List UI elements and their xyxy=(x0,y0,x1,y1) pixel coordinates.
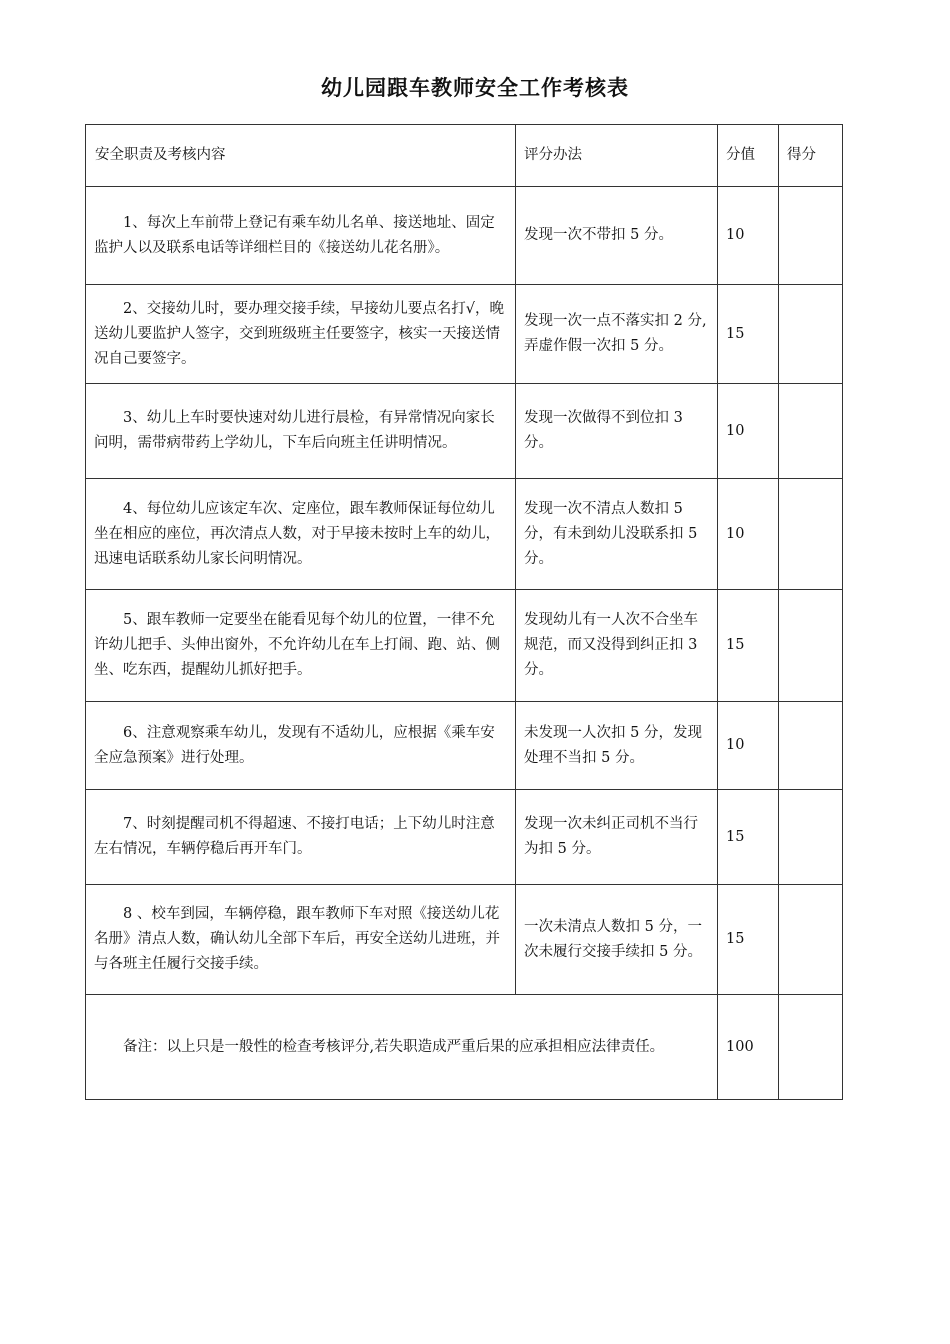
row-point-value: 15 xyxy=(718,790,779,885)
total-value: 100 xyxy=(718,995,779,1100)
header-method: 评分办法 xyxy=(516,125,718,187)
assessment-table xyxy=(85,124,843,1100)
row-point-value: 10 xyxy=(718,702,779,790)
row-content: 8 、校车到园，车辆停稳，跟车教师下车对照《接送幼儿花名册》清点人数，确认幼儿全部下车后，再安全送幼儿进班，并与各班主任履行交接手续。 xyxy=(86,885,516,995)
row-score-cell[interactable] xyxy=(779,384,843,479)
table-row xyxy=(86,790,843,885)
row-scoring-method: 发现一次一点不落实扣 2 分,弄虚作假一次扣 5 分。 xyxy=(516,285,718,384)
table-row xyxy=(86,285,843,384)
row-point-value: 10 xyxy=(718,187,779,285)
table-row xyxy=(86,702,843,790)
header-row xyxy=(86,125,843,187)
row-content: 4、每位幼儿应该定车次、定座位，跟车教师保证每位幼儿坐在相应的座位，再次清点人数，对于早接未按时上车的幼儿，迅速电话联系幼儿家长问明情况。 xyxy=(86,479,516,590)
document-title: 幼儿园跟车教师安全工作考核表 xyxy=(321,76,629,100)
row-scoring-method: 未发现一人次扣 5 分，发现处理不当扣 5 分。 xyxy=(516,702,718,790)
table-row xyxy=(86,479,843,590)
row-content: 6、注意观察乘车幼儿，发现有不适幼儿，应根据《乘车安全应急预案》进行处理。 xyxy=(86,702,516,790)
row-scoring-method: 一次未清点人数扣 5 分，一次未履行交接手续扣 5 分。 xyxy=(516,885,718,995)
row-scoring-method: 发现一次做得不到位扣 3 分。 xyxy=(516,384,718,479)
footer-row xyxy=(86,995,843,1100)
header-score: 得分 xyxy=(779,125,843,187)
table-row xyxy=(86,187,843,285)
row-content: 5、跟车教师一定要坐在能看见每个幼儿的位置，一律不允许幼儿把手、头伸出窗外，不允许幼儿在车上打闹、跑、站、侧坐、吃东西，提醒幼儿抓好把手。 xyxy=(86,590,516,702)
row-point-value: 10 xyxy=(718,384,779,479)
row-point-value: 15 xyxy=(718,285,779,384)
row-scoring-method: 发现一次不清点人数扣 5 分，有未到幼儿没联系扣 5 分。 xyxy=(516,479,718,590)
row-point-value: 10 xyxy=(718,479,779,590)
row-score-cell[interactable] xyxy=(779,590,843,702)
header-content: 安全职责及考核内容 xyxy=(86,125,516,187)
row-scoring-method: 发现幼儿有一人次不合坐车规范，而又没得到纠正扣 3 分。 xyxy=(516,590,718,702)
row-scoring-method: 发现一次未纠正司机不当行为扣 5 分。 xyxy=(516,790,718,885)
table-row xyxy=(86,885,843,995)
row-content: 7、时刻提醒司机不得超速、不接打电话；上下幼儿时注意左右情况，车辆停稳后再开车门。 xyxy=(86,790,516,885)
header-value: 分值 xyxy=(718,125,779,187)
row-point-value: 15 xyxy=(718,885,779,995)
row-score-cell[interactable] xyxy=(779,790,843,885)
row-scoring-method: 发现一次不带扣 5 分。 xyxy=(516,187,718,285)
remark-note: 备注：以上只是一般性的检查考核评分,若失职造成严重后果的应承担相应法律责任。 xyxy=(86,995,718,1100)
row-score-cell[interactable] xyxy=(779,702,843,790)
row-score-cell[interactable] xyxy=(779,479,843,590)
row-point-value: 15 xyxy=(718,590,779,702)
row-score-cell[interactable] xyxy=(779,187,843,285)
table-row xyxy=(86,384,843,479)
total-score-cell[interactable] xyxy=(779,995,843,1100)
row-score-cell[interactable] xyxy=(779,885,843,995)
row-score-cell[interactable] xyxy=(779,285,843,384)
row-content: 2、交接幼儿时，要办理交接手续，早接幼儿要点名打√，晚送幼儿要监护人签字，交到班级班主任要签字，核实一天接送情况自己要签字。 xyxy=(86,285,516,384)
row-content: 3、幼儿上车时要快速对幼儿进行晨检，有异常情况向家长问明，需带病带药上学幼儿，下车后向班主任讲明情况。 xyxy=(86,384,516,479)
table-row xyxy=(86,590,843,702)
row-content: 1、每次上车前带上登记有乘车幼儿名单、接送地址、固定监护人以及联系电话等详细栏目的《接送幼儿花名册》。 xyxy=(86,187,516,285)
